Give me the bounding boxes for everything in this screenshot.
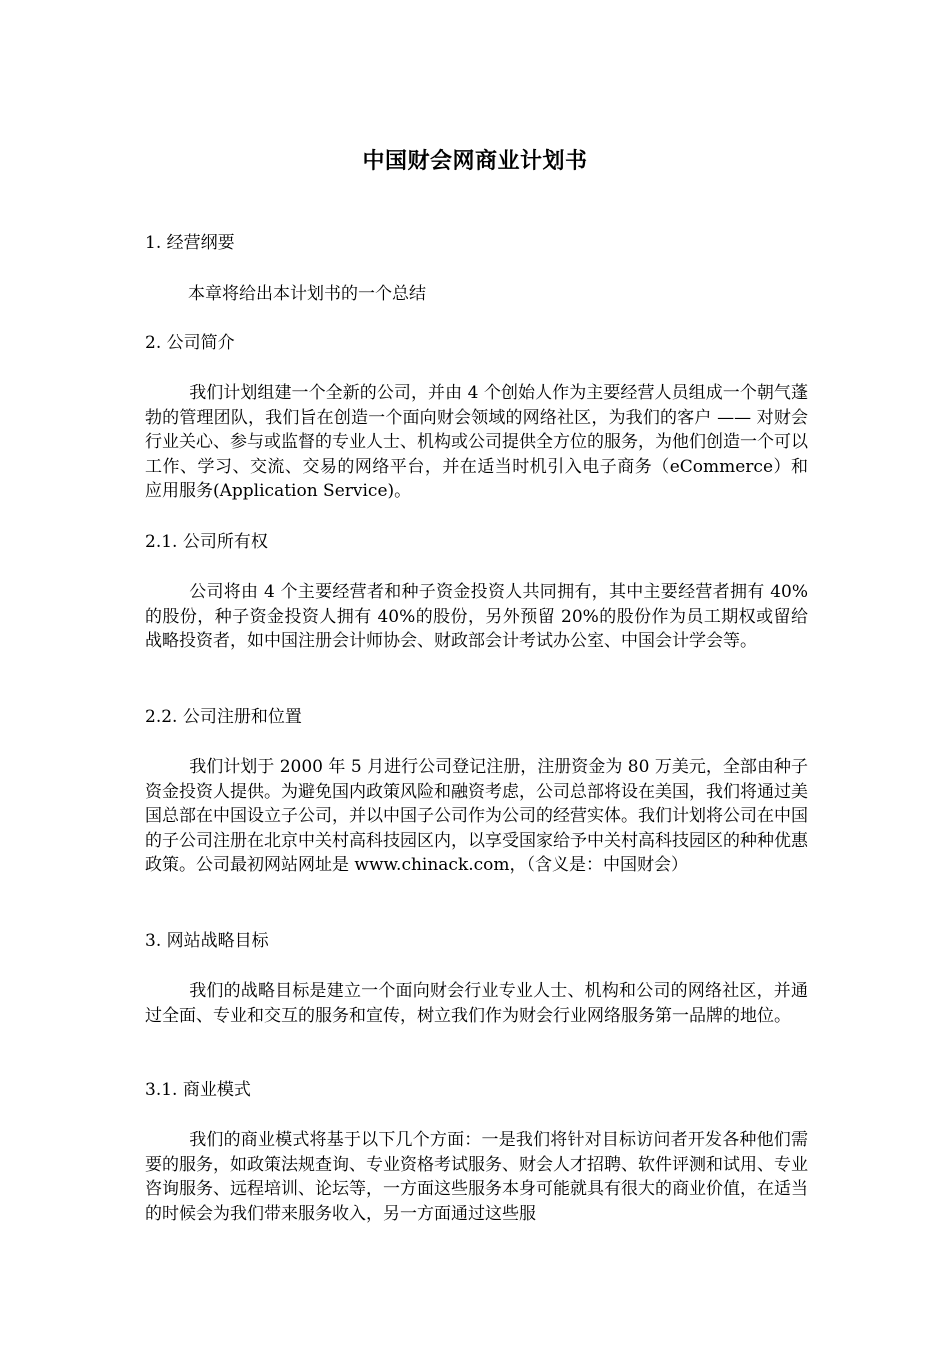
section-body-2-2: 我们计划于 2000 年 5 月进行公司登记注册，注册资金为 80 万美元，全部由种子资金投资人提供。为避免国内政策风险和融资考虑，公司总部将设在美国，我们将通过美国总部在中国设立子公司，并以中国子公司作为公司的经营实体。我们计划将公司在中国的子公司注册在北京中关村高科技园区内，以享受国家给予中关村高科技园区的种种优惠政策。公司最初网站网址是 www.chinack.com，（含义是：中国财会） xyxy=(145,757,808,876)
section-heading-3: 3. 网站战略目标 xyxy=(145,931,269,951)
section-body-2: 我们计划组建一个全新的公司，并由 4 个创始人作为主要经营人员组成一个朝气蓬勃的管理团队，我们旨在创造一个面向财会领域的网络社区，为我们的客户 —— 对财会行业关心、参与或监督的专业人士、机构或公司提供全方位的服务，为他们创造一个可以工作、学习、交流、交易的网络平台，并在适当时机引入电子商务（eCommerce）和应用服务(Application Service)。 xyxy=(145,383,808,502)
section-heading-2: 2. 公司简介 xyxy=(145,333,235,353)
section-body-1: 本章将给出本计划书的一个总结 xyxy=(188,284,426,304)
section-heading-2-1: 2.1. 公司所有权 xyxy=(145,532,268,552)
section-heading-1: 1. 经营纲要 xyxy=(145,233,235,253)
section-heading-3-1: 3.1. 商业模式 xyxy=(145,1080,251,1100)
section-heading-2-2: 2.2. 公司注册和位置 xyxy=(145,707,302,727)
section-body-3-1: 我们的商业模式将基于以下几个方面：一是我们将针对目标访问者开发各种他们需要的服务，如政策法规查询、专业资格考试服务、财会人才招聘、软件评测和试用、专业咨询服务、远程培训、论坛等，一方面这些服务本身可能就具有很大的商业价值，在适当的时候会为我们带来服务收入，另一方面通过这些服 xyxy=(145,1130,808,1224)
document-title: 中国财会网商业计划书 xyxy=(362,148,588,174)
section-body-2-1: 公司将由 4 个主要经营者和种子资金投资人共同拥有，其中主要经营者拥有 40%的股份，种子资金投资人拥有 40%的股份，另外预留 20%的股份作为员工期权或留给战略投资者，如中国注册会计师协会、财政部会计考试办公室、中国会计学会等。 xyxy=(145,582,808,652)
section-body-3: 我们的战略目标是建立一个面向财会行业专业人士、机构和公司的网络社区，并通过全面、专业和交互的服务和宣传，树立我们作为财会行业网络服务第一品牌的地位。 xyxy=(145,981,808,1026)
